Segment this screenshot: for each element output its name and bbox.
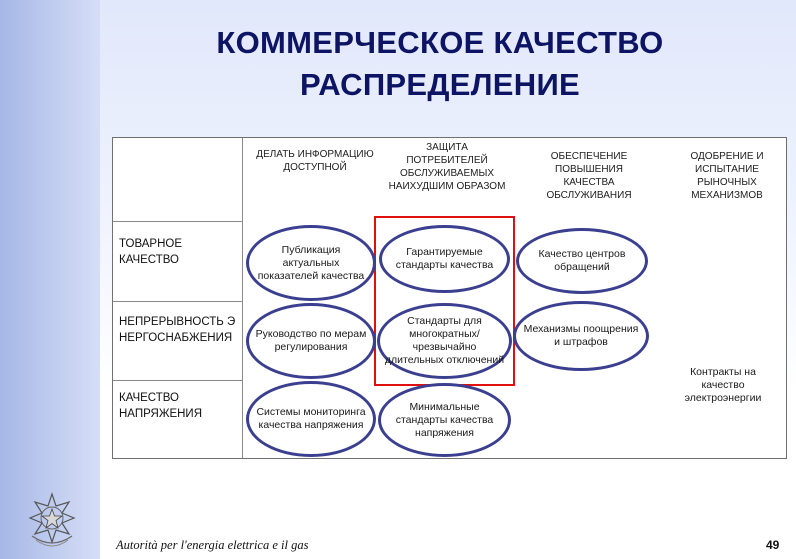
- page-number: 49: [766, 538, 780, 552]
- title-line-2: РАСПРЕДЕЛЕНИЕ: [299, 67, 581, 102]
- footer-organization: Autorità per l'energia elettrica e il gas: [116, 538, 309, 552]
- power-quality-contracts-text: Контракты на качество электроэнергии: [684, 366, 762, 404]
- row-header-product-quality: ТОВАРНОЕ КАЧЕСТВО: [119, 238, 183, 266]
- column-header-information: ДЕЛАТЬ ИНФОРМАЦИЮ ДОСТУПНОЙ: [256, 149, 374, 173]
- row-header-continuity: НЕПРЕРЫВНОСТЬ ЭНЕРГОСНАБЖЕНИЯ: [119, 316, 236, 344]
- table-divider: [113, 301, 242, 302]
- table-divider: [113, 380, 242, 381]
- column-header-service-improvement: ОБЕСПЕЧЕНИЕ ПОВЫШЕНИЯ КАЧЕСТВА ОБСЛУЖИВАНИЯ: [546, 151, 632, 201]
- table-divider: [242, 138, 243, 458]
- title-line-1: КОММЕРЧЕСКОЕ КАЧЕСТВО: [216, 25, 664, 60]
- oval-incentives-penalties: Механизмы поощрения и штрафов: [513, 301, 649, 371]
- oval-call-centers: Качество центров обращений: [516, 228, 648, 294]
- oval-interruption-standards: Стандарты для многократных/чрезвычайно длительных отключений: [377, 303, 512, 379]
- column-header-market-mechanisms: ОДОБРЕНИЕ И ИСПЫТАНИЕ РЫНОЧНЫХ МЕХАНИЗМОВ: [690, 151, 764, 201]
- oval-regulation-guidance: Руководство по мерам регулирования: [246, 303, 376, 379]
- column-header-consumer-protection: ЗАЩИТА ПОТРЕБИТЕЛЕЙ ОБСЛУЖИВАЕМЫХ НАИХУДШИМ ОБРАЗОМ: [388, 142, 506, 192]
- oval-voltage-monitoring: Системы мониторинга качества напряжения: [246, 381, 376, 457]
- row-header-voltage-quality: КАЧЕСТВО НАПРЯЖЕНИЯ: [119, 392, 202, 420]
- oval-publication: Публикация актуальных показателей качества: [246, 225, 376, 301]
- oval-guaranteed-standards: Гарантируемые стандарты качества: [379, 225, 510, 293]
- oval-minimum-voltage-standards: Минимальные стандарты качества напряжения: [378, 383, 511, 457]
- left-decorative-band: [0, 0, 100, 559]
- table-divider: [113, 221, 242, 222]
- italian-republic-emblem: [24, 492, 80, 552]
- slide-title: [150, 22, 730, 106]
